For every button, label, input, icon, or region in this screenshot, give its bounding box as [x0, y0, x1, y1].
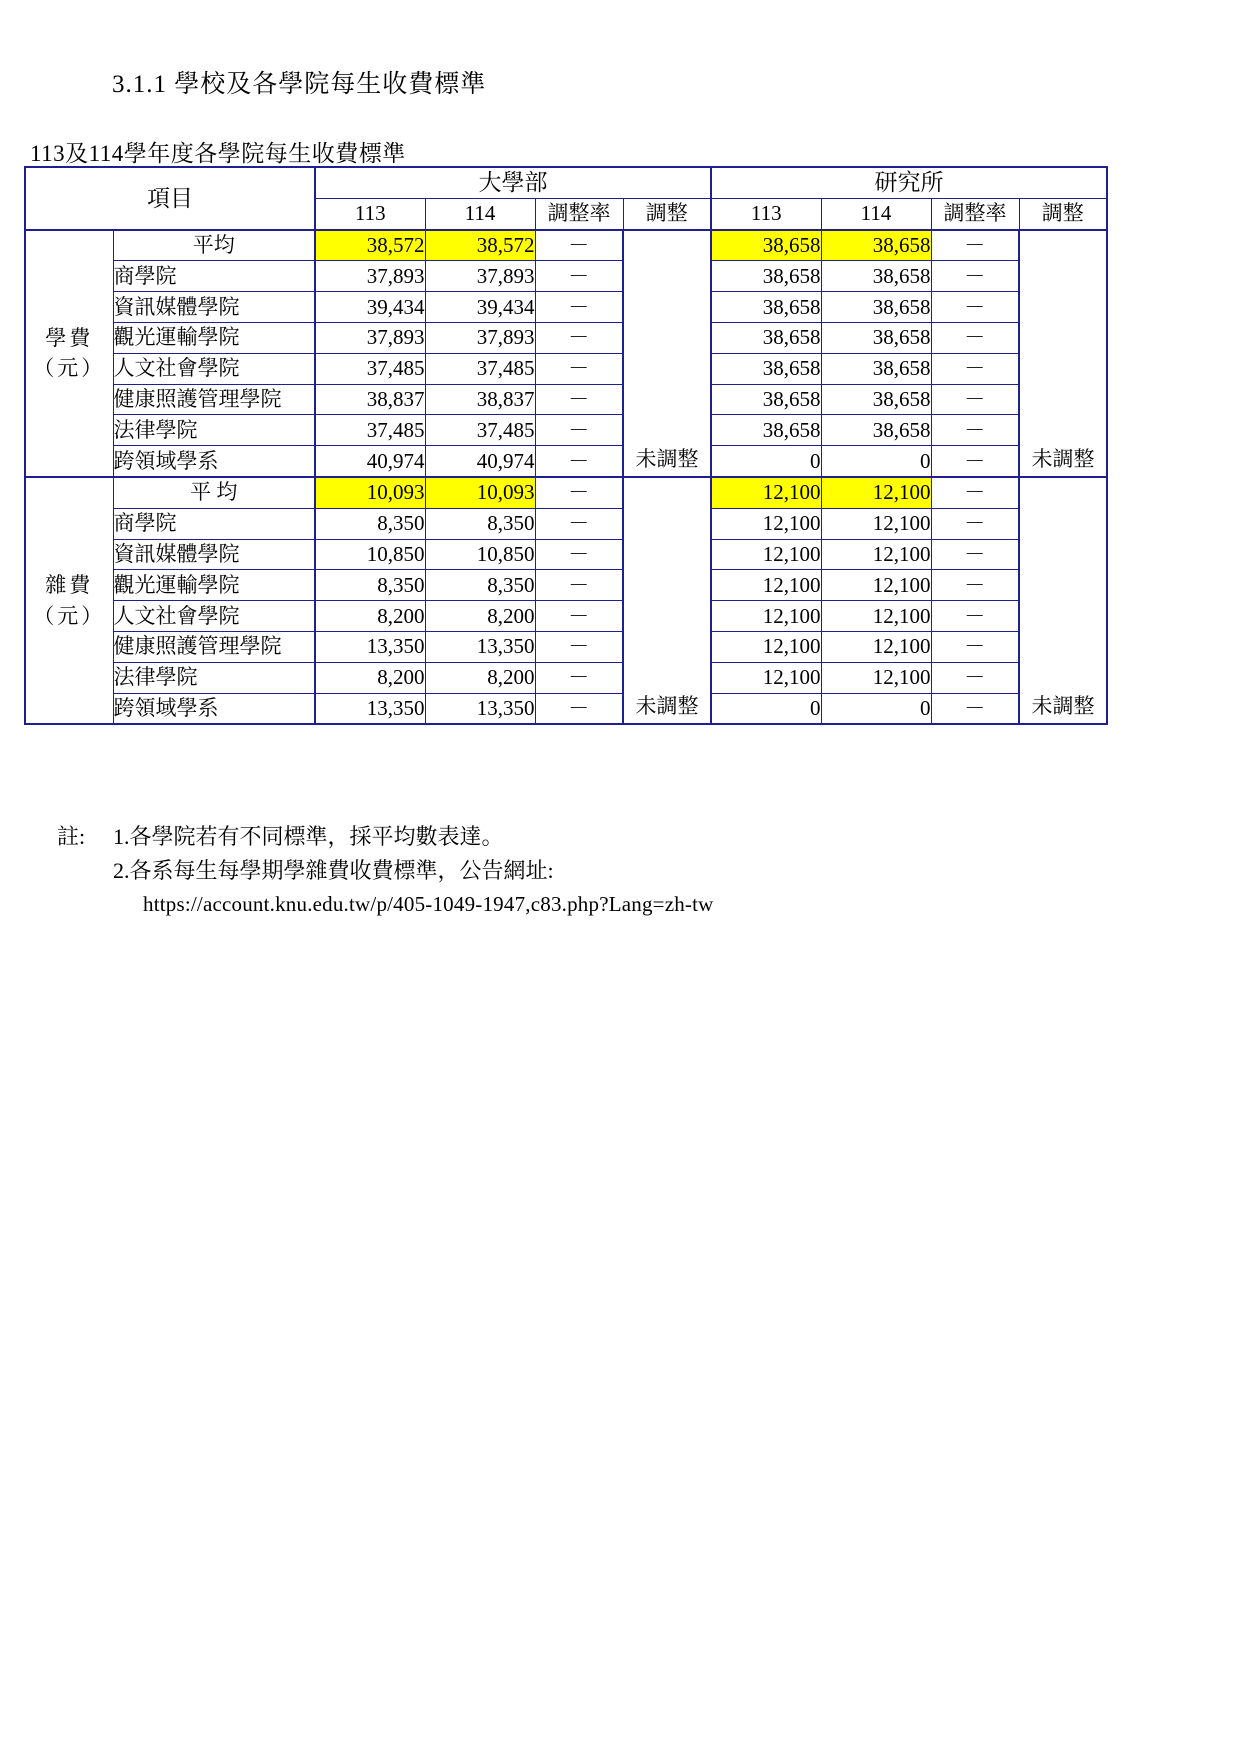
row-name: 平均	[113, 230, 315, 261]
cell-ug-rate: －	[535, 508, 623, 539]
cell-gr-114: 38,658	[821, 230, 931, 261]
cell-gr-rate: －	[931, 539, 1019, 570]
row-name: 平 均	[113, 477, 315, 508]
cell-gr-113: 12,100	[711, 662, 821, 693]
cell-ug-rate: －	[535, 693, 623, 724]
header-gr-adjust: 調整	[1019, 198, 1107, 229]
cell-ug-114: 8,350	[425, 570, 535, 601]
cell-ug-113: 8,350	[315, 570, 425, 601]
cell-gr-rate: －	[931, 446, 1019, 477]
cell-ug-113: 8,200	[315, 662, 425, 693]
cell-gr-113: 38,658	[711, 322, 821, 353]
cell-gr-114: 38,658	[821, 384, 931, 415]
cell-ug-114: 40,974	[425, 446, 535, 477]
cell-gr-114: 38,658	[821, 353, 931, 384]
cell-gr-rate: －	[931, 353, 1019, 384]
cell-gr-rate: －	[931, 230, 1019, 261]
table-row	[25, 446, 1107, 477]
table-row	[25, 353, 1107, 384]
header-ug-adjust: 調整	[623, 198, 711, 229]
footnotes	[57, 820, 714, 921]
table-row	[25, 384, 1107, 415]
cell-ug-rate: －	[535, 477, 623, 508]
cell-gr-113: 12,100	[711, 539, 821, 570]
cell-gr-114: 38,658	[821, 261, 931, 292]
cell-gr-113: 12,100	[711, 570, 821, 601]
cell-ug-113: 10,093	[315, 477, 425, 508]
cell-ug-rate: －	[535, 570, 623, 601]
row-name: 人文社會學院	[113, 601, 315, 632]
table-row	[25, 230, 1107, 261]
cell-ug-adjust: 未調整	[623, 230, 711, 477]
cell-ug-rate: －	[535, 539, 623, 570]
cell-gr-rate: －	[931, 384, 1019, 415]
cell-ug-113: 38,837	[315, 384, 425, 415]
cell-ug-114: 39,434	[425, 292, 535, 323]
group-label-line-2: （元）	[33, 603, 106, 628]
table-caption: 113及114學年度各學院每生收費標準	[30, 141, 406, 166]
table-row	[25, 322, 1107, 353]
cell-ug-114: 8,200	[425, 662, 535, 693]
cell-gr-114: 12,100	[821, 570, 931, 601]
cell-gr-rate: －	[931, 477, 1019, 508]
group-label-line-1: 雜費	[45, 573, 94, 598]
row-name: 跨領域學系	[113, 693, 315, 724]
row-name: 法律學院	[113, 415, 315, 446]
cell-ug-114: 37,893	[425, 322, 535, 353]
table-row	[25, 261, 1107, 292]
cell-gr-113: 38,658	[711, 415, 821, 446]
row-group-label-misc	[25, 477, 113, 724]
cell-gr-rate: －	[931, 631, 1019, 662]
header-gr-rate: 調整率	[931, 198, 1019, 229]
cell-gr-114: 0	[821, 446, 931, 477]
cell-ug-rate: －	[535, 261, 623, 292]
cell-ug-114: 13,350	[425, 693, 535, 724]
cell-gr-rate: －	[931, 693, 1019, 724]
table-row	[25, 601, 1107, 632]
cell-ug-114: 10,093	[425, 477, 535, 508]
row-name: 資訊媒體學院	[113, 292, 315, 323]
cell-gr-114: 38,658	[821, 322, 931, 353]
row-name: 健康照護管理學院	[113, 384, 315, 415]
cell-gr-rate: －	[931, 261, 1019, 292]
row-name: 商學院	[113, 261, 315, 292]
cell-ug-113: 40,974	[315, 446, 425, 477]
cell-ug-rate: －	[535, 353, 623, 384]
cell-ug-rate: －	[535, 446, 623, 477]
row-name: 觀光運輸學院	[113, 322, 315, 353]
cell-gr-113: 0	[711, 693, 821, 724]
cell-ug-114: 8,200	[425, 601, 535, 632]
cell-ug-113: 37,893	[315, 261, 425, 292]
cell-gr-rate: －	[931, 601, 1019, 632]
cell-ug-113: 38,572	[315, 230, 425, 261]
row-name: 資訊媒體學院	[113, 539, 315, 570]
cell-gr-114: 38,658	[821, 292, 931, 323]
cell-ug-113: 8,200	[315, 601, 425, 632]
header-group-undergraduate: 大學部	[315, 167, 711, 198]
cell-gr-114: 12,100	[821, 631, 931, 662]
table-row	[25, 539, 1107, 570]
cell-ug-rate: －	[535, 230, 623, 261]
footnote-1	[57, 820, 714, 854]
table-row	[25, 662, 1107, 693]
table-row	[25, 570, 1107, 601]
cell-ug-113: 39,434	[315, 292, 425, 323]
cell-gr-rate: －	[931, 292, 1019, 323]
cell-ug-adjust: 未調整	[623, 477, 711, 724]
footnote-label: 註:	[57, 824, 86, 849]
cell-gr-114: 38,658	[821, 415, 931, 446]
cell-ug-rate: －	[535, 384, 623, 415]
header-gr-113: 113	[711, 198, 821, 229]
cell-ug-rate: －	[535, 322, 623, 353]
cell-gr-113: 38,658	[711, 292, 821, 323]
header-group-graduate: 研究所	[711, 167, 1107, 198]
group-label-line-1: 學費	[45, 325, 94, 350]
row-name: 觀光運輸學院	[113, 570, 315, 601]
cell-gr-rate: －	[931, 508, 1019, 539]
cell-gr-113: 12,100	[711, 477, 821, 508]
cell-gr-rate: －	[931, 322, 1019, 353]
row-name: 商學院	[113, 508, 315, 539]
table-body	[25, 230, 1107, 725]
table-row	[25, 292, 1107, 323]
cell-gr-113: 38,658	[711, 230, 821, 261]
table-head	[25, 167, 1107, 230]
table-row	[25, 477, 1107, 508]
row-group-label-tuition	[25, 230, 113, 477]
cell-ug-114: 37,485	[425, 353, 535, 384]
table-row	[25, 415, 1107, 446]
cell-ug-113: 37,485	[315, 415, 425, 446]
row-name: 人文社會學院	[113, 353, 315, 384]
header-ug-113: 113	[315, 198, 425, 229]
page-title: 3.1.1 學校及各學院每生收費標準	[112, 71, 487, 98]
header-row-groups	[25, 167, 1107, 198]
cell-gr-rate: －	[931, 415, 1019, 446]
cell-gr-114: 12,100	[821, 508, 931, 539]
cell-ug-113: 8,350	[315, 508, 425, 539]
cell-gr-113: 38,658	[711, 261, 821, 292]
fee-standards-table	[24, 166, 1108, 725]
cell-gr-114: 12,100	[821, 662, 931, 693]
header-ug-rate: 調整率	[535, 198, 623, 229]
footnote-2-text: 2.各系每生每學期學雜費收費標準，公告網址:	[113, 858, 554, 884]
row-name: 法律學院	[113, 662, 315, 693]
cell-ug-rate: －	[535, 631, 623, 662]
cell-gr-rate: －	[931, 662, 1019, 693]
cell-ug-114: 37,893	[425, 261, 535, 292]
cell-gr-adjust: 未調整	[1019, 230, 1107, 477]
cell-ug-113: 13,350	[315, 631, 425, 662]
cell-gr-113: 38,658	[711, 384, 821, 415]
footnote-1-text: 1.各學院若有不同標準，採平均數表達。	[113, 824, 504, 849]
cell-gr-114: 12,100	[821, 601, 931, 632]
row-name: 健康照護管理學院	[113, 631, 315, 662]
cell-ug-113: 37,893	[315, 322, 425, 353]
table-row	[25, 508, 1107, 539]
cell-ug-113: 37,485	[315, 353, 425, 384]
table-row	[25, 631, 1107, 662]
cell-gr-adjust: 未調整	[1019, 477, 1107, 724]
header-ug-114: 114	[425, 198, 535, 229]
cell-gr-114: 0	[821, 693, 931, 724]
group-label-line-2: （元）	[33, 356, 106, 381]
cell-ug-rate: －	[535, 415, 623, 446]
fee-table-container	[24, 166, 1095, 725]
cell-gr-113: 38,658	[711, 353, 821, 384]
cell-ug-114: 38,572	[425, 230, 535, 261]
row-name: 跨領域學系	[113, 446, 315, 477]
cell-ug-rate: －	[535, 292, 623, 323]
table-row	[25, 693, 1107, 724]
cell-gr-113: 12,100	[711, 508, 821, 539]
cell-ug-rate: －	[535, 601, 623, 632]
cell-gr-113: 0	[711, 446, 821, 477]
header-gr-114: 114	[821, 198, 931, 229]
cell-ug-114: 37,485	[425, 415, 535, 446]
cell-gr-rate: －	[931, 570, 1019, 601]
cell-ug-rate: －	[535, 662, 623, 693]
cell-ug-114: 8,350	[425, 508, 535, 539]
cell-ug-113: 13,350	[315, 693, 425, 724]
header-item: 項目	[25, 167, 315, 230]
cell-ug-113: 10,850	[315, 539, 425, 570]
cell-gr-114: 12,100	[821, 477, 931, 508]
cell-ug-114: 10,850	[425, 539, 535, 570]
footnote-url[interactable]: https://account.knu.edu.tw/p/405-1049-1947,c83.php?Lang=zh-tw	[143, 892, 714, 917]
cell-ug-114: 38,837	[425, 384, 535, 415]
cell-gr-113: 12,100	[711, 601, 821, 632]
cell-gr-114: 12,100	[821, 539, 931, 570]
cell-ug-114: 13,350	[425, 631, 535, 662]
cell-gr-113: 12,100	[711, 631, 821, 662]
